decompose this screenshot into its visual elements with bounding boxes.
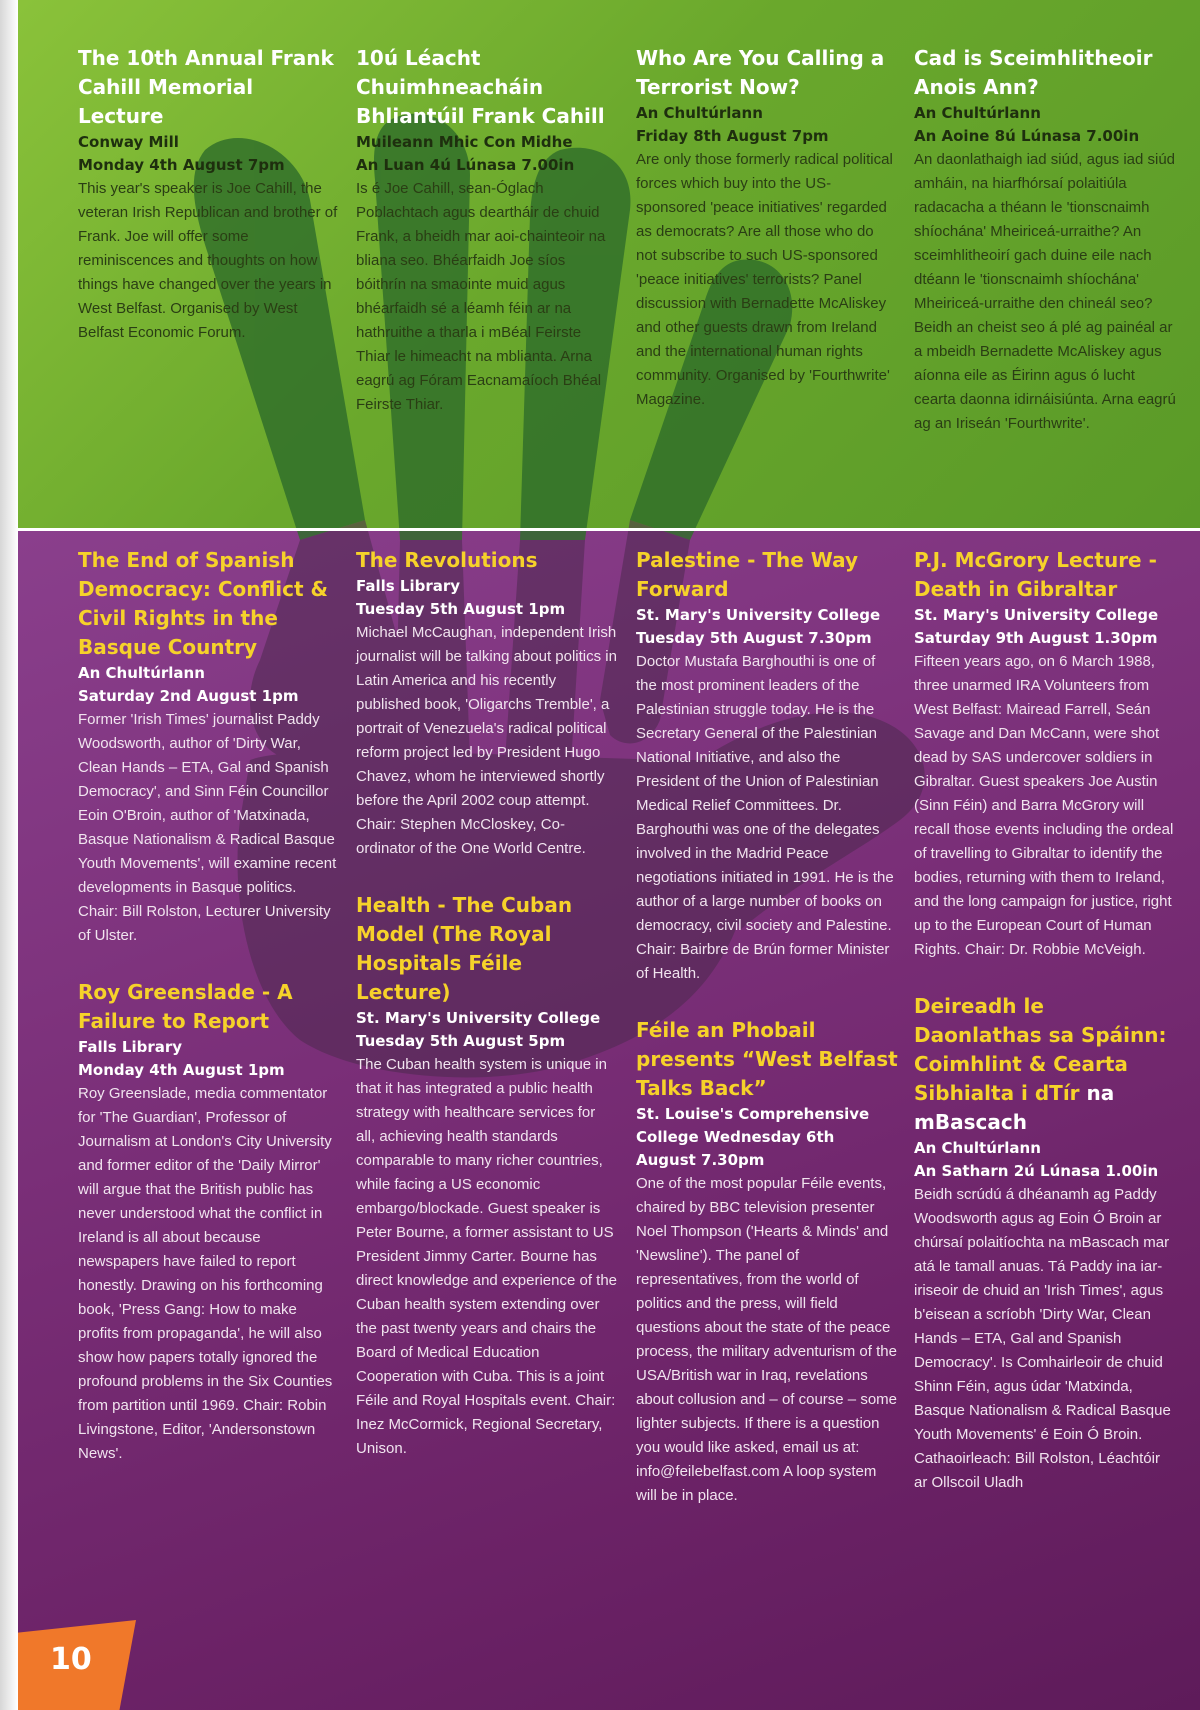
event-time: Tuesday 5th August 7.30pm [636, 629, 872, 647]
event-venue: Falls Library [356, 577, 461, 595]
event-time: Saturday 9th August 1.30pm [914, 629, 1158, 647]
event-sceimhlitheoir [914, 44, 1176, 436]
event-title-tail: na mBascach [914, 1081, 1115, 1134]
event-venue: An Chultúrlann [78, 664, 205, 682]
event-time: An Aoine 8ú Lúnasa 7.00in [914, 127, 1140, 145]
event-venue: Falls Library [78, 1038, 183, 1056]
event-title: Palestine - The Way Forward [636, 548, 859, 601]
event-title: Féile an Phobail presents “West Belfast Talks Back” [636, 1018, 898, 1100]
event-time: Friday 8th August 7pm [636, 127, 829, 145]
event-description: This year's speaker is Joe Cahill, the veteran Irish Republican and brother of Frank. Joe will offer some reminiscences and thoughts on how things have changed over the years in West Belfast. Organised by West Belfast Economic Forum. [78, 180, 338, 341]
event-venue: St. Mary's University College [636, 606, 881, 624]
event-description: Is é Joe Cahill, sean-Óglach Poblachtach agus deartháir de chuid Frank, a bheidh mar aoi-chainteoir na bliana seo. Bhéarfaidh Joe síos bóithrín na smaointe muid agus bhéarfaidh sé a léamh féin ar na hathruithe a tharla i mBéal Feirste Thiar le himeacht na mblianta. Arna eagrú ag Fóram Eacnamaíoch Bhéal Feirste Thiar. [356, 180, 606, 413]
event-time: Monday 4th August 1pm [78, 1061, 285, 1079]
event-title: The 10th Annual Frank Cahill Memorial Lecture [78, 46, 334, 128]
event-description: Fifteen years ago, on 6 March 1988, three unarmed IRA Volunteers from West Belfast: Mairead Farrell, Seán Savage and Dan McCann, were shot dead by SAS undercover soldiers in Gibraltar. Guest speakers Joe Austin (Sinn Féin) and Barra McGrory will recall those events including the ordeal of travelling to Gibraltar to identify the bodies, returning with them to Ireland, and the long campaign for justice, right up to the European Court of Human Rights. Chair: Dr. Robbie McVeigh. [914, 653, 1174, 958]
green-column-2 [356, 44, 618, 447]
event-title: P.J. McGrory Lecture - Death in Gibraltar [914, 548, 1157, 601]
event-spanish-democracy [78, 546, 340, 948]
event-title: Who Are You Calling a Terrorist Now? [636, 46, 885, 99]
event-time: Monday 4th August 7pm [78, 156, 285, 174]
green-column-1 [78, 44, 340, 375]
event-title: Health - The Cuban Model (The Royal Hospitals Féile Lecture) [356, 893, 573, 1004]
event-title [914, 992, 1176, 1137]
event-title: Cad is Sceimhlitheoir Anois Ann? [914, 46, 1153, 99]
event-venue: Muileann Mhic Con Midhe [356, 133, 573, 151]
event-frank-cahill-lecture [78, 44, 340, 345]
event-venue: St. Mary's University College [914, 606, 1159, 624]
event-leacht-frank-cahill [356, 44, 618, 417]
event-title: 10ú Léacht Chuimhneacháin Bhliantúil Frank Cahill [356, 46, 605, 128]
purple-column-2 [356, 546, 618, 1491]
event-pj-mcgrory [914, 546, 1176, 962]
event-description: Roy Greenslade, media commentator for 'The Guardian', Professor of Journalism at London's City University and former editor of the 'Daily Mirror' will argue that the British public has never understood what the conflict in Ireland is all about because newspapers have failed to report honestly. Drawing on his forthcoming book, 'Press Gang: How to make profits from propaganda', he will also show how papers totally ignored the profound problems in the Six Counties from partition until 1969. Chair: Robin Livingstone, Editor, 'Andersonstown News'. [78, 1085, 333, 1462]
event-venue: An Chultúrlann [914, 104, 1041, 122]
event-description: One of the most popular Féile events, chaired by BBC television presenter Noel Thompson ('Hearts & Minds' and 'Newsline'). The panel of representatives, from the world of politics and the press, will field questions about the state of the peace process, the military adventurism of the USA/British war in Iraq, revelations about collusion and – of course – some lighter subjects. If there is a question you would like asked, email us at: info@feilebelfast.com A loop system will be in place. [636, 1175, 897, 1504]
event-time: Tuesday 5th August 5pm [356, 1032, 566, 1050]
event-deireadh-le-daonlathas [914, 992, 1176, 1495]
event-title: The End of Spanish Democracy: Conflict & Civil Rights in the Basque Country [78, 548, 328, 659]
event-cuban-health [356, 891, 618, 1461]
event-terrorist-now [636, 44, 898, 412]
event-venue: St. Mary's University College [356, 1009, 601, 1027]
event-description: Former 'Irish Times' journalist Paddy Woodsworth, author of 'Dirty War, Clean Hands – ETA, Gal and Spanish Democracy', and Sinn Féin Councillor Eoin O'Broin, author of 'Matxinada, Basque Nationalism & Radical Basque Youth Movements', will examine recent developments in Basque politics. Chair: Bill Rolston, Lecturer University of Ulster. [78, 711, 337, 944]
event-roy-greenslade [78, 978, 340, 1466]
event-time: Tuesday 5th August 1pm [356, 600, 566, 618]
purple-column-4 [914, 546, 1176, 1525]
purple-column-1 [78, 546, 340, 1496]
event-description: Doctor Mustafa Barghouthi is one of the most prominent leaders of the Palestinian struggle today. He is the Secretary General of the Palestinian National Initiative, and also the President of the Union of Palestinian Medical Relief Committees. Dr. Barghouthi was one of the delegates involved in the Madrid Peace negotiations initiated in 1991. He is the author of a large number of books on democracy, civil society and Palestine. Chair: Bairbre de Brún former Minister of Health. [636, 653, 894, 982]
event-time: Saturday 2nd August 1pm [78, 687, 299, 705]
event-time: An Luan 4ú Lúnasa 7.00in [356, 156, 575, 174]
event-the-revolutions [356, 546, 618, 861]
green-column-3 [636, 44, 898, 442]
event-title: Roy Greenslade - A Failure to Report [78, 980, 293, 1033]
event-palestine [636, 546, 898, 986]
event-description: An daonlathaigh iad siúd, agus iad siúd amháin, na hiarfhórsaí polaitiúla radacacha a théann le 'tionscnaimh shíochána' Mheiriceá-urraithe? An sceimhlitheoirí gach duine eile nach dtéann le 'tionscnaimh shíochána' Mheiriceá-urraithe den chineál seo? Beidh an cheist seo á plé ag painéal ar a mbeidh Bernadette McAliskey agus aíonna eile as Éirinn agus ó lucht cearta daonna idirnáisiúnta. Arna eagrú ag an Iriseán 'Fourthwrite'. [914, 151, 1176, 432]
event-west-belfast-talks-back [636, 1016, 898, 1508]
event-venue: St. Louise's Comprehensive College Wednesday 6th August 7.30pm [636, 1105, 870, 1169]
event-venue: An Chultúrlann [636, 104, 763, 122]
event-description: The Cuban health system is unique in that it has integrated a public health strategy with healthcare services for all, achieving health standards comparable to many richer countries, while facing a US economic embargo/blockade. Guest speaker is Peter Bourne, a former assistant to US President Jimmy Carter. Bourne has direct knowledge and experience of the Cuban health system extending over the past twenty years and chairs the Board of Medical Education Cooperation with Cuba. This is a joint Féile and Royal Hospitals event. Chair: Inez McCormick, Regional Secretary, Unison. [356, 1056, 618, 1457]
page-number: 10 [50, 1642, 92, 1677]
event-description: Michael McCaughan, independent Irish journalist will be talking about politics in Latin America and his recently published book, 'Oligarchs Tremble', a portrait of Venezuela's radical political reform project led by President Hugo Chavez, whom he interviewed shortly before the April 2002 coup attempt. Chair: Stephen McCloskey, Co-ordinator of the One World Centre. [356, 624, 617, 857]
event-time: An Satharn 2ú Lúnasa 1.00in [914, 1162, 1159, 1180]
event-venue: An Chultúrlann [914, 1139, 1041, 1157]
event-title: The Revolutions [356, 548, 538, 572]
event-venue: Conway Mill [78, 133, 179, 151]
section-divider [18, 528, 1200, 531]
event-description: Beidh scrúdú á dhéanamh ag Paddy Woodsworth agus ag Eoin Ó Broin ar chúrsaí polaitíochta na mBascach mar atá le tamall anuas. Tá Paddy ina iar-iriseoir de chuid an 'Irish Times', agus b'eisean a scríobh 'Dirty War, Clean Hands – ETA, Gal and Spanish Democracy'. Is Comhairleoir de chuid Shinn Féin, agus údar 'Matxinda, Basque Nationalism & Radical Basque Youth Movements' é Eoin Ó Broin. Cathaoirleach: Bill Rolston, Léachtóir ar Ollscoil Uladh [914, 1186, 1171, 1491]
event-description: Are only those formerly radical political forces which buy into the US-sponsored 'peace initiatives' regarded as democrats? Are all those who do not subscribe to such US-sponsored 'peace initiatives' terrorists? Panel discussion with Bernadette McAliskey and other guests drawn from Ireland and the international human rights community. Organised by 'Fourthwrite' Magazine. [636, 151, 893, 408]
purple-column-3 [636, 546, 898, 1538]
event-title-main: Deireadh le Daonlathas sa Spáinn: Coimhlint & Cearta Sibhialta i dTír [914, 994, 1167, 1105]
green-column-4 [914, 44, 1176, 466]
